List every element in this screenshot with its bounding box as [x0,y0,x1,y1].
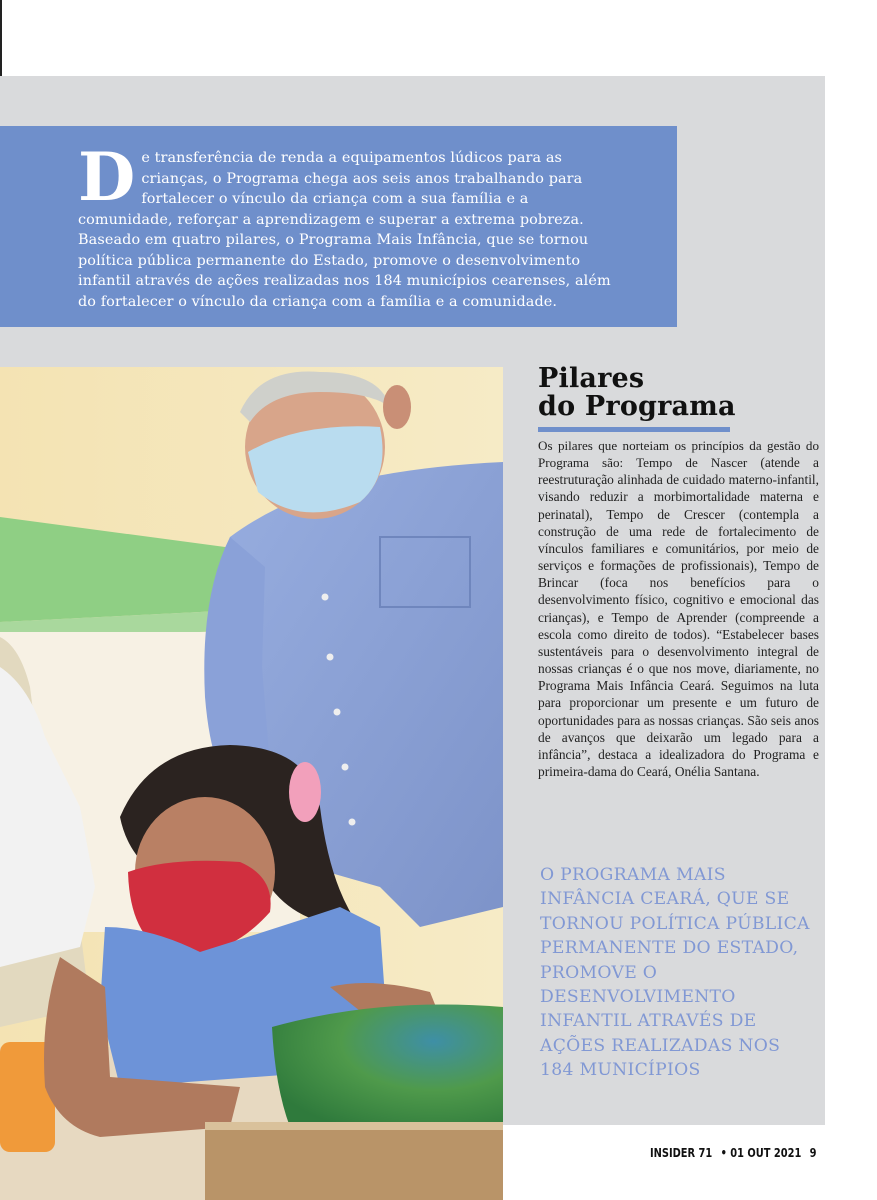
body-text-lead: Os pilares que norteiam os princípios da gestão do Programa são: Tempo de Nascer [538,438,819,471]
page-number: 9 [809,1146,817,1160]
title-underline [538,427,730,432]
intro-text: e transferência de renda a equipamentos lúdicos para as crianças, o Programa chega aos seis anos trabalhando para fortalecer o vínculo da criança com a sua família e a comunidade, reforçar a aprendizagem e superar a extrema pobreza. Baseado em quatro pilares, o Programa Mais Infância, que se tornou política pública permanente do Estado, promove o desenvolvimento infantil através de ações realizadas nos 184 municípios cearenses, além do fortalecer o vínculo da criança com a família e a comunidade. [78,150,611,310]
photo-illustration [0,367,503,1200]
page-footer [650,1146,817,1160]
footer-date: • 01 OUT 2021 [720,1146,802,1160]
drop-cap: D [78,138,136,216]
footer-publication: INSIDER 71 [650,1146,713,1160]
section-title-line-2: do Programa [538,391,736,422]
intro-paragraph [78,138,623,312]
pull-quote: O PROGRAMA MAIS INFÂNCIA CEARÁ, QUE SE TORNOU POLÍTICA PÚBLICA PERMANENTE DO ESTADO, PROMOVE O DESENVOLVIMENTO INFANTIL ATRAVÉS DE AÇÕES REALIZADAS NOS 184 MUNICÍPIOS [540,865,810,1081]
section-title-line-1: Pilares [538,363,645,394]
body-text-rest: (atende a reestruturação alinhada de cuidado materno-infantil, visando reduzir a morbimortalidade materna e perinatal), Tempo de Crescer (contempla a construção de uma rede de fortalecimento de vínculos familiares e comunitários, por meio de serviços e formações de profissionais), Tempo de Brincar (foca nos benefícios para o desenvolvimento físico, cognitivo e emocional das crianças), e Tempo de Aprender (compreende a escola como direito de todos). “Estabelecer bases sustentáveis para o desenvolvimento integral de nossas crianças é o que nos move, diariamente, no Programa Mais Infância Ceará. Seguimos na luta para proporcionar um presente e um futuro de oportunidades para as nossas crianças. São seis anos de avanços que deixarão um legado para a infância”, destaca a idealizadora do Programa e primeira-dama do Ceará, Onélia Santana. [538,455,819,779]
section-title [538,365,798,421]
article-photo [0,367,503,1200]
body-paragraph [538,437,819,780]
